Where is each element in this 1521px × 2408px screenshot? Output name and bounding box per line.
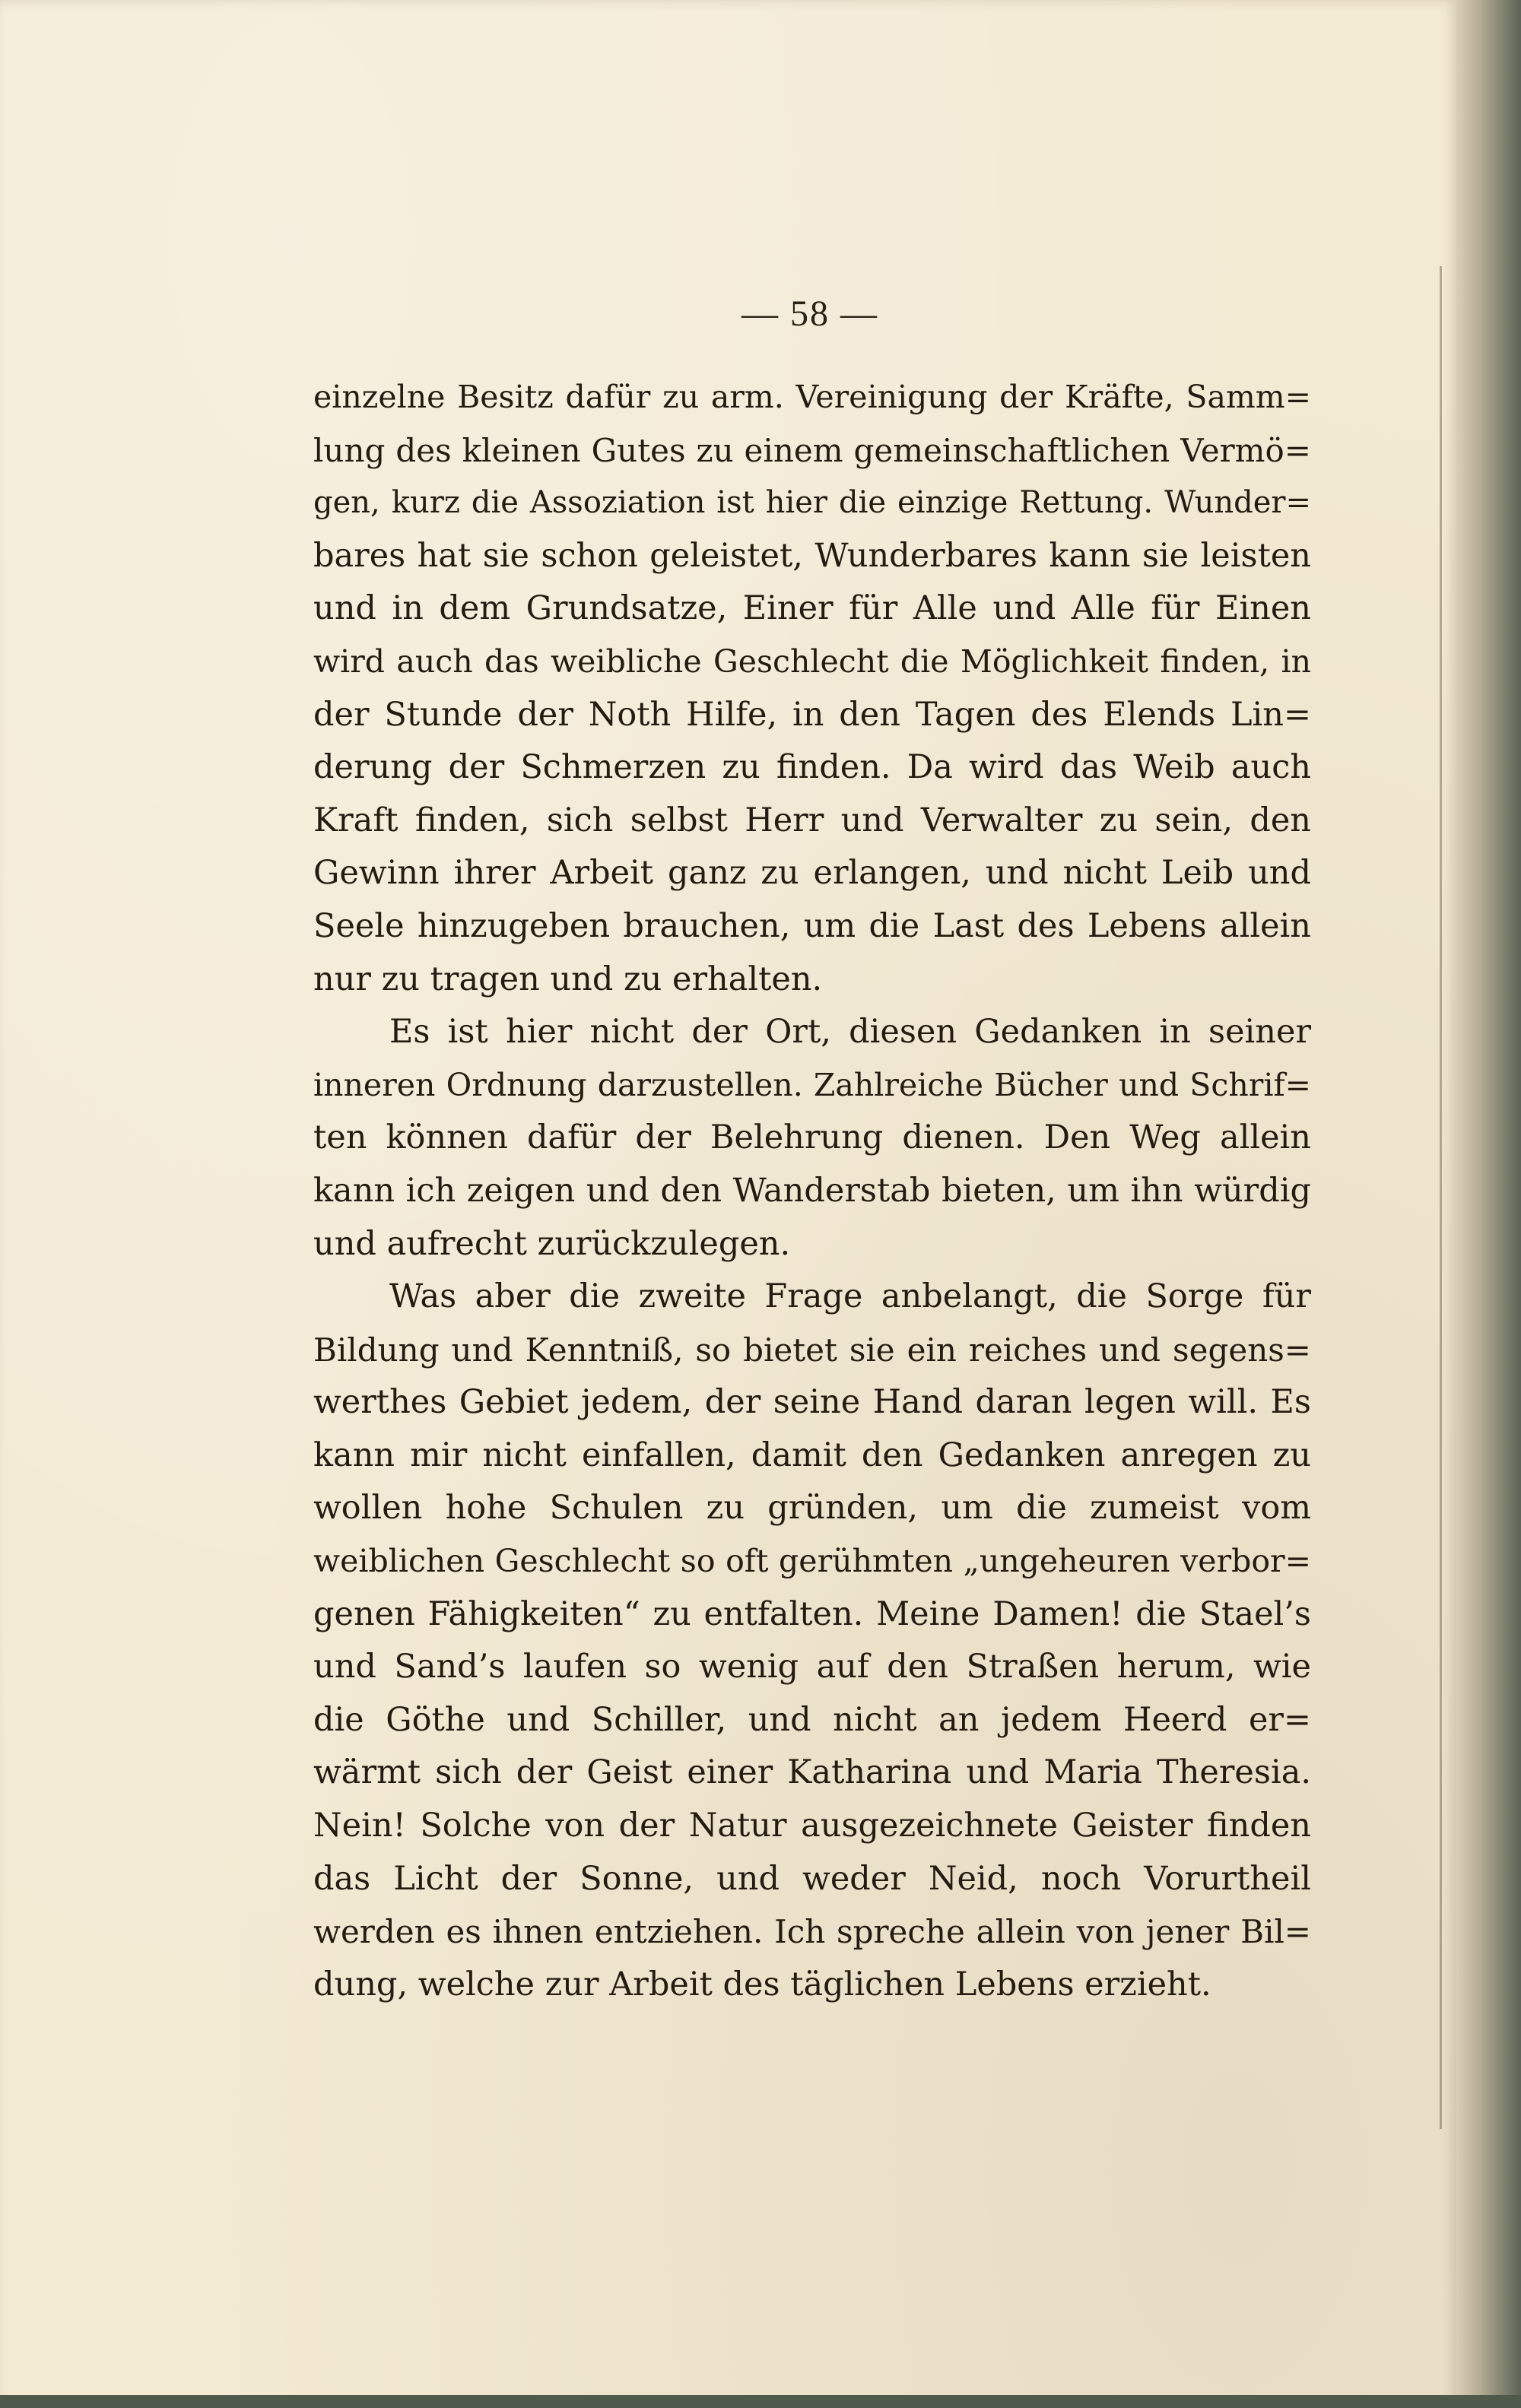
paragraph-end-line: nur zu tragen und zu erhalten. bbox=[313, 960, 823, 998]
text-line: und Sand’s laufen so wenig auf den Straßen herum, wie bbox=[313, 1648, 1311, 1686]
text-line: gen, kurz die Assoziation ist hier die einzige Rettung. Wunder= bbox=[313, 485, 1311, 521]
text-line: derung der Schmerzen zu finden. Da wird das Weib auch bbox=[313, 748, 1311, 787]
paragraph-first-line: Was aber die zweite Frage anbelangt, die Sorge für bbox=[389, 1277, 1311, 1316]
paragraph-end-line: und aufrecht zurückzulegen. bbox=[313, 1224, 791, 1263]
text-line: bares hat sie schon geleistet, Wunderbares kann sie leisten bbox=[313, 536, 1311, 575]
text-line: lung des kleinen Gutes zu einem gemeinschaftlichen Vermö= bbox=[313, 431, 1311, 469]
text-line: werden es ihnen entziehen. Ich spreche allein von jener Bil= bbox=[313, 1913, 1311, 1951]
text-line: inneren Ordnung darzustellen. Zahlreiche Bücher und Schrif= bbox=[313, 1066, 1311, 1103]
text-line: die Göthe und Schiller, und nicht an jedem Heerd er= bbox=[313, 1700, 1311, 1739]
text-line: weiblichen Geschlecht so oft gerühmten „ungeheuren verbor= bbox=[313, 1543, 1311, 1580]
text-line: Bildung und Kenntniß, so bietet sie ein reiches und segens= bbox=[313, 1331, 1311, 1369]
text-line: genen Fähigkeiten“ zu entfalten. Meine Damen! die Stael’s bbox=[313, 1594, 1311, 1633]
paragraph-first-line: Es ist hier nicht der Ort, diesen Gedanken in seiner bbox=[389, 1013, 1311, 1052]
body-text bbox=[313, 371, 1311, 2011]
text-line: der Stunde der Noth Hilfe, in den Tagen des Elends Lin= bbox=[313, 695, 1311, 734]
page-fold-shadow bbox=[1440, 266, 1442, 2129]
text-line: wollen hohe Schulen zu gründen, um die zumeist vom bbox=[313, 1489, 1311, 1528]
text-line: kann mir nicht einfallen, damit den Gedanken anregen zu bbox=[313, 1436, 1311, 1474]
text-line: kann ich zeigen und den Wanderstab bieten, um ihn würdig bbox=[313, 1171, 1311, 1210]
text-line: Seele hinzugeben brauchen, um die Last des Lebens allein bbox=[313, 906, 1311, 945]
text-line: Gewinn ihrer Arbeit ganz zu erlangen, und nicht Leib und bbox=[313, 854, 1311, 893]
text-line: Kraft finden, sich selbst Herr und Verwalter zu sein, den bbox=[313, 801, 1311, 839]
text-line: das Licht der Sonne, und weder Neid, noch Vorurtheil bbox=[313, 1859, 1311, 1898]
paragraph-end-line: dung, welche zur Arbeit des täglichen Lebens erzieht. bbox=[313, 1965, 1211, 2003]
scan-bottom-edge bbox=[0, 2395, 1521, 2408]
text-line: wird auch das weibliche Geschlecht die Möglichkeit finden, in bbox=[313, 642, 1311, 680]
text-line: einzelne Besitz dafür zu arm. Vereinigung der Kräfte, Samm= bbox=[313, 379, 1311, 415]
scan-edge-strip bbox=[1456, 0, 1521, 2408]
text-line: werthes Gebiet jedem, der seine Hand daran legen will. Es bbox=[313, 1383, 1311, 1422]
page-number: — 58 — bbox=[741, 293, 878, 334]
text-line: und in dem Grundsatze, Einer für Alle und Alle für Einen bbox=[313, 589, 1311, 628]
text-line: wärmt sich der Geist einer Katharina und Maria Theresia. bbox=[313, 1753, 1311, 1792]
text-line: ten können dafür der Belehrung dienen. Den Weg allein bbox=[313, 1118, 1311, 1157]
text-line: Nein! Solche von der Natur ausgezeichnete Geister finden bbox=[313, 1807, 1311, 1845]
